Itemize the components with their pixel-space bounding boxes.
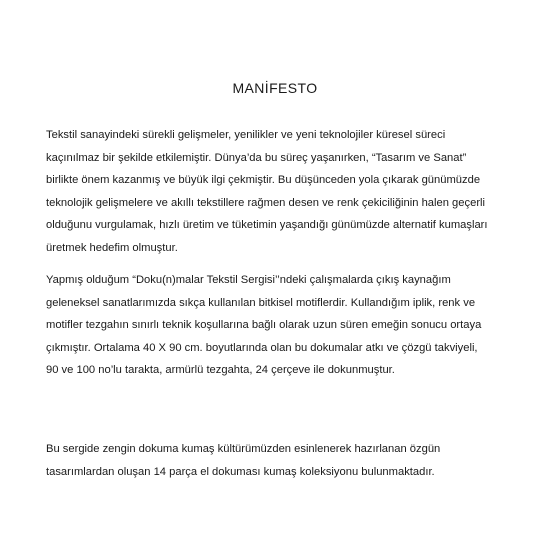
paragraph-line: üretmek hedefim olmuştur. <box>46 241 178 254</box>
page-title: MANİFESTO <box>232 80 318 96</box>
paragraph-3 <box>46 438 516 483</box>
paragraph-line: Tekstil sanayindeki sürekli gelişmeler, yenilikler ve yeni teknolojiler küresel süreci <box>46 129 446 141</box>
paragraph-line: Bu sergide zengin dokuma kumaş kültürümüzden esinlenerek hazırlanan özgün <box>46 443 441 455</box>
paragraph-line: 90 ve 100 no’lu tarakta, armürlü tezgahta, 24 çerçeve ile dokunmuştur. <box>46 364 395 376</box>
paragraph-2 <box>46 269 516 382</box>
paragraph-line: Yapmış olduğum “Doku(n)malar Tekstil Sergisi’’ndeki çalışmalarda çıkış kaynağım <box>46 274 451 286</box>
paragraph-line: kaçınılmaz bir şekilde etkilemiştir. Dünya’da bu süreç yaşanırken, “Tasarım ve Sanat” <box>46 151 467 164</box>
paragraph-line: tasarımlardan oluşan 14 parça el dokuması kumaş koleksiyonu bulunmaktadır. <box>46 465 435 478</box>
paragraph-line: birlikte önem kazanmış ve büyük ilgi çekmiştir. Bu düşünceden yola çıkarak günümüzde <box>46 174 481 186</box>
paragraph-line: geleneksel sanatlarımızda sıkça kullanılan bitkisel motiflerdir. Kullandığım iplik, renk ve <box>46 296 476 309</box>
paragraph-line: motifler tezgahın sınırlı teknik koşullarına bağlı olarak uzun süren emeğin sonucu ortaya <box>46 319 482 331</box>
paragraph-line: olduğunu vurgulamak, hızlı üretim ve tüketimin yaşandığı günümüzde alternatif kumaşları <box>46 219 488 231</box>
paragraph-line: teknolojik gelişmelere ve akıllı tekstillere rağmen desen ve renk çekiciliğinin halen geçerli <box>46 196 486 209</box>
paragraph-1 <box>46 124 516 259</box>
paragraph-line: çıkmıştır. Ortalama 40 X 90 cm. boyutlarında olan bu dokumalar atkı ve çözgü takviyeli, <box>46 341 478 354</box>
